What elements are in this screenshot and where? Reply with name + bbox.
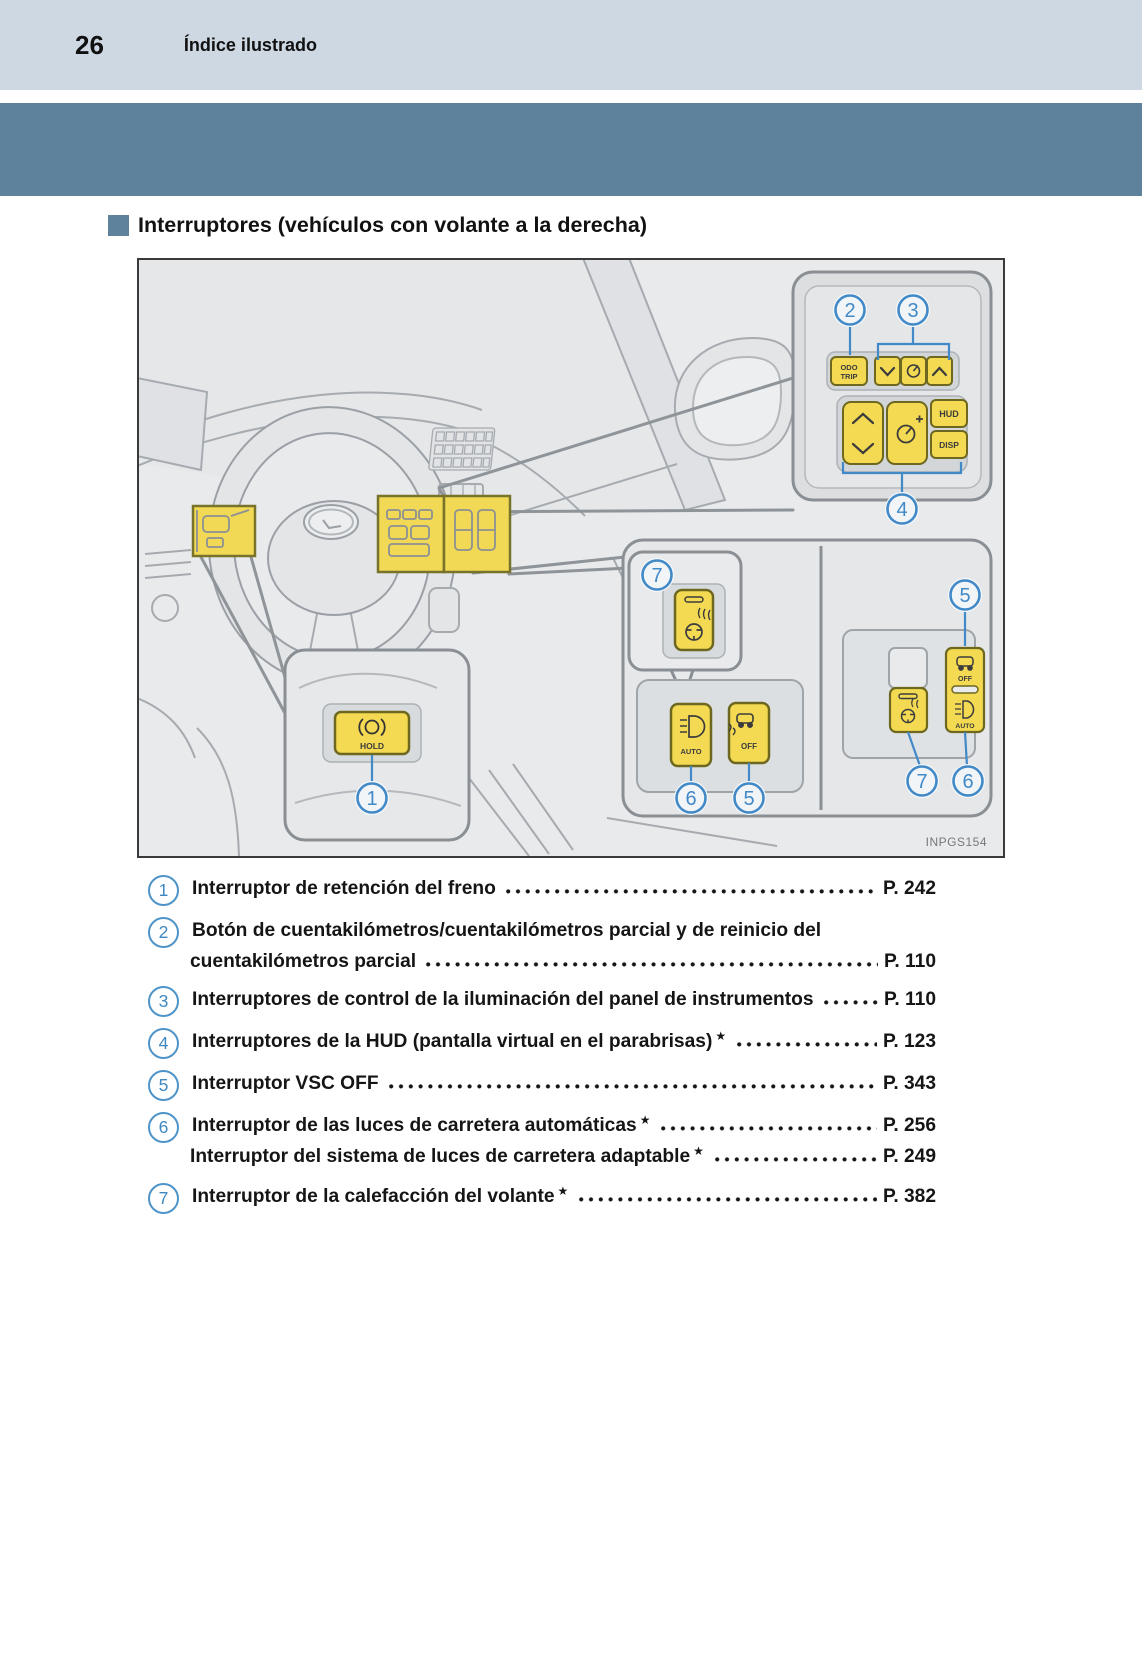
brake-hold-button (335, 712, 409, 754)
blank-switch-slot (889, 648, 927, 688)
list-item (148, 1070, 936, 1101)
item-number-badge: 3 (148, 986, 179, 1017)
svg-text:7: 7 (651, 565, 663, 587)
dashboard-illustration (137, 258, 1005, 858)
item-number-badge: 5 (148, 1070, 179, 1101)
page-number: 26 (75, 29, 104, 60)
item-number-badge: 4 (148, 1028, 179, 1059)
item-text: Interruptor del sistema de luces de carretera adaptable (190, 1146, 691, 1167)
item-text: Interruptor de la calefacción del volante (192, 1186, 555, 1207)
hold-button-label: HOLD (359, 741, 385, 751)
figure-callout-3 (896, 293, 930, 327)
dot-leader (579, 1197, 877, 1202)
auto-high-beam-button (671, 704, 711, 766)
svg-text:ODO: ODO (840, 363, 858, 372)
svg-text:2: 2 (844, 300, 856, 322)
dot-leader (426, 962, 878, 967)
item-number-badge: 1 (148, 875, 179, 906)
section-heading-title: Interruptores (vehículos con volante a la derecha) (138, 213, 647, 237)
dot-leader (506, 889, 877, 894)
dot-leader (715, 1157, 877, 1162)
panel-light-control-buttons (875, 357, 952, 385)
item-text: Interruptor de retención del freno (192, 878, 496, 899)
list-item (148, 1028, 936, 1059)
page-reference: P. 123 (883, 1031, 936, 1052)
list-item (148, 875, 936, 906)
figure-callout-7-left (640, 558, 674, 592)
steering-heater-button-rhd (890, 688, 927, 732)
item-number-badge: 6 (148, 1112, 179, 1143)
list-item (148, 917, 936, 975)
chapter-title: Índice ilustrado (183, 34, 317, 55)
figure-callout-4 (885, 492, 919, 526)
svg-text:AUTO: AUTO (680, 747, 702, 756)
page-reference: P. 110 (884, 951, 936, 972)
page-reference: P. 343 (883, 1073, 936, 1094)
highlight-box-left-stalk (193, 506, 255, 556)
figure-callout-5-left (732, 781, 766, 815)
highlight-box-wheel-switches (378, 496, 510, 572)
heading-bullet-square (108, 215, 129, 236)
item-text: cuentakilómetros parcial (190, 951, 417, 972)
svg-text:4: 4 (896, 499, 908, 521)
illustration-svg (137, 258, 1005, 858)
item-text: Interruptor VSC OFF (192, 1073, 379, 1094)
svg-text:OFF: OFF (741, 742, 757, 751)
figure-callout-7-right (905, 764, 939, 798)
odo-trip-button (831, 357, 867, 385)
page-reference: P. 110 (884, 989, 936, 1010)
page-reference: P. 249 (883, 1146, 936, 1167)
steering-heater-button (675, 590, 713, 650)
svg-text:1: 1 (366, 788, 378, 810)
display-screen (137, 378, 207, 470)
list-item (148, 986, 936, 1017)
chapter-color-band (0, 103, 1142, 196)
svg-text:AUTO: AUTO (955, 723, 975, 730)
page-reference: P. 382 (883, 1186, 936, 1207)
illustrated-index-list (148, 875, 936, 1214)
disp-button-label: DISP (939, 440, 959, 450)
footnote-star: ★ (715, 1029, 727, 1043)
svg-text:7: 7 (916, 771, 928, 793)
vsc-off-button (729, 703, 769, 763)
item-text: Interruptores de control de la iluminación del panel de instrumentos (192, 989, 814, 1010)
figure-callout-1 (355, 781, 389, 815)
hud-button-label: HUD (939, 409, 959, 419)
svg-text:6: 6 (962, 771, 974, 793)
svg-text:TRIP: TRIP (840, 372, 858, 381)
figure-callout-2 (833, 293, 867, 327)
page-header-band (0, 0, 1142, 90)
item-number-badge: 2 (148, 917, 179, 948)
svg-text:OFF: OFF (958, 676, 972, 683)
figure-code: INPGS154 (925, 835, 987, 849)
figure-callout-6-right (951, 764, 985, 798)
figure-callout-5-right (948, 578, 982, 612)
list-item (148, 1112, 936, 1172)
dot-leader (389, 1084, 877, 1089)
vsc-off-auto-beam-stacked-button (946, 648, 984, 732)
footnote-star: ★ (693, 1144, 704, 1158)
dot-leader (661, 1126, 877, 1131)
svg-text:6: 6 (685, 788, 697, 810)
footnote-star: ★ (557, 1184, 569, 1198)
item-text: Botón de cuentakilómetros/cuentakilómetros parcial y de reinicio del (192, 920, 822, 941)
list-item (148, 1183, 936, 1214)
footnote-star: ★ (639, 1113, 651, 1127)
page-reference: P. 256 (883, 1115, 936, 1136)
svg-text:5: 5 (959, 585, 971, 607)
callout-panel-steering-switches (793, 272, 991, 500)
page-reference: P. 242 (883, 878, 936, 899)
dot-leader (824, 1000, 878, 1005)
item-number-badge: 7 (148, 1183, 179, 1214)
dot-leader (737, 1042, 877, 1047)
item-text: Interruptores de la HUD (pantalla virtual en el parabrisas) (192, 1031, 713, 1052)
figure-callout-6-left (674, 781, 708, 815)
center-vent-grid (429, 428, 495, 470)
item-text: Interruptor de las luces de carretera automáticas (192, 1115, 637, 1136)
svg-text:3: 3 (907, 300, 919, 322)
section-heading (108, 213, 1142, 238)
svg-text:5: 5 (743, 788, 755, 810)
hud-adjust-buttons (843, 400, 967, 464)
